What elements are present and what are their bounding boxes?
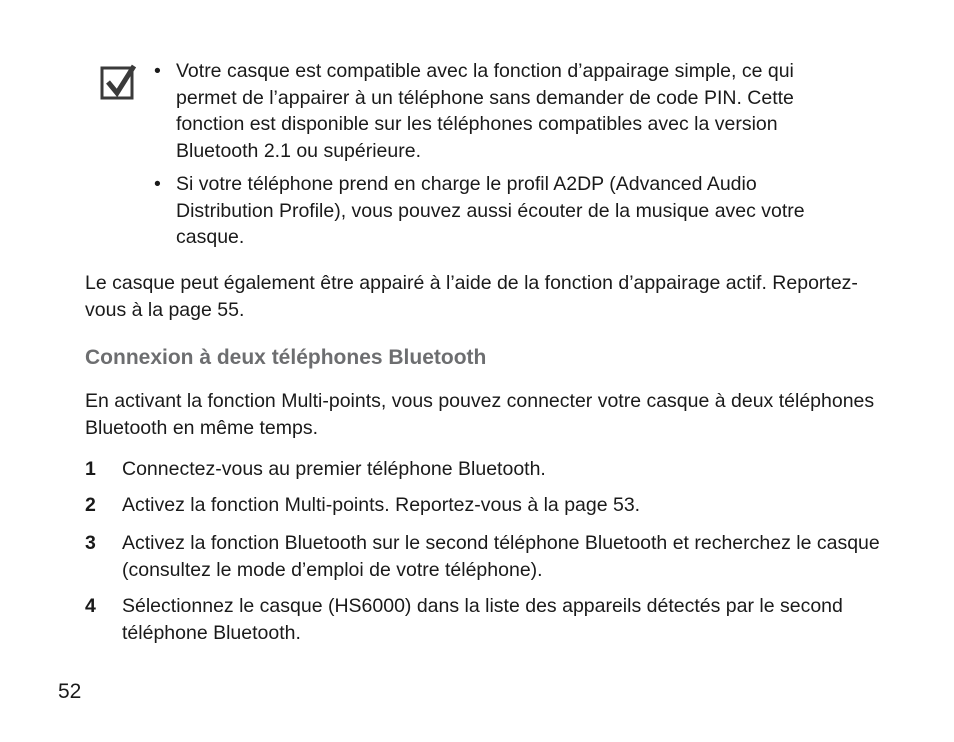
note-bullet-item xyxy=(154,58,854,164)
step-number: 1 xyxy=(85,458,96,480)
note-bullet-item xyxy=(154,171,854,251)
bullet-dot: • xyxy=(154,60,161,82)
checkbox-note-icon xyxy=(100,64,138,102)
step-text: Activez la fonction Multi-points. Reportez-vous à la page 53. xyxy=(122,494,641,516)
bullet-dot: • xyxy=(154,173,161,195)
note-bullet-text: Si votre téléphone prend en charge le profil A2DP (Advanced Audio Distribution Profile), vous pouvez aussi écouter de la musique avec votre casque. xyxy=(176,173,805,248)
note-bullet-text: Votre casque est compatible avec la fonction d’appairage simple, ce qui permet de l’appairer à un téléphone sans demander de code PIN. Cette fonction est disponible sur les téléphones compatibles avec la version Bluetooth 2.1 ou supérieure. xyxy=(176,60,794,162)
step-item xyxy=(85,593,885,646)
step-number: 2 xyxy=(85,494,96,516)
step-text: Connectez-vous au premier téléphone Bluetooth. xyxy=(122,458,546,480)
step-number: 4 xyxy=(85,595,96,617)
section-heading: Connexion à deux téléphones Bluetooth xyxy=(85,346,487,369)
step-text: Sélectionnez le casque (HS6000) dans la liste des appareils détectés par le second téléphone Bluetooth. xyxy=(122,595,843,644)
section-intro-paragraph: En activant la fonction Multi-points, vous pouvez connecter votre casque à deux téléphones Bluetooth en même temps. xyxy=(85,390,875,439)
step-item xyxy=(85,492,885,519)
step-text: Activez la fonction Bluetooth sur le second téléphone Bluetooth et recherchez le casque (consultez le mode d’emploi de votre téléphone). xyxy=(122,532,880,581)
active-pairing-paragraph: Le casque peut également être appairé à l’aide de la fonction d’appairage actif. Reportez-vous à la page 55. xyxy=(85,272,858,321)
page-number: 52 xyxy=(58,680,82,703)
step-item xyxy=(85,456,885,483)
step-number: 3 xyxy=(85,532,96,554)
step-item xyxy=(85,530,885,583)
note-bullet-list xyxy=(154,58,854,258)
